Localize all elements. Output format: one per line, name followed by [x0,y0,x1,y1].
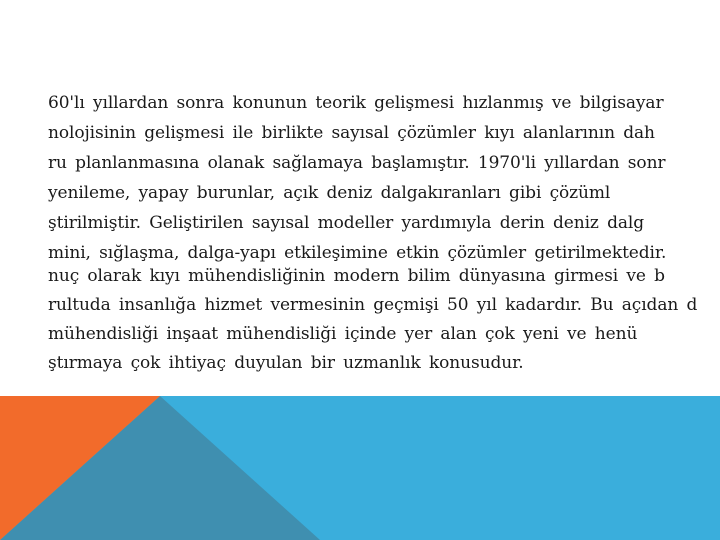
text-line: yenileme, yapay burunlar, açık deniz dalgakıranları gibi çözüml [48,183,611,203]
footer-shapes [0,396,720,540]
text-line: rultuda insanlığa hizmet vermesinin geçmişi 50 yıl kadardır. Bu açıdan d [48,295,698,315]
text-line: ştirilmiştir. Geliştirilen sayısal modeller yardımıyla derin deniz dalg [48,213,645,233]
text-line: nolojisinin gelişmesi ile birlikte sayısal çözümler kıyı alanlarının dah [48,123,655,143]
text-line: ru planlanmasına olanak sağlamaya başlamıştır. 1970'li yıllardan sonr [48,153,666,173]
scanned-text-image [48,84,698,373]
text-line: nuç olarak kıyı mühendisliğinin modern bilim dünyasına girmesi ve b [48,266,665,286]
paragraph-2 [48,262,697,378]
text-line: ştırmaya çok ihtiyaç duyulan bir uzmanlık konusudur. [48,353,524,373]
footer-decoration [0,396,720,540]
text-line: mini, sığlaşma, dalga-yapı etkileşimine etkin çözümler getirilmektedir. [48,243,667,263]
text-line: mühendisliği inşaat mühendisliği içinde yer alan çok yeni ve henü [48,324,638,344]
paragraph-1 [48,88,666,268]
text-line: 60'lı yıllardan sonra konunun teorik gelişmesi hızlanmış ve bilgisayar [48,93,664,113]
